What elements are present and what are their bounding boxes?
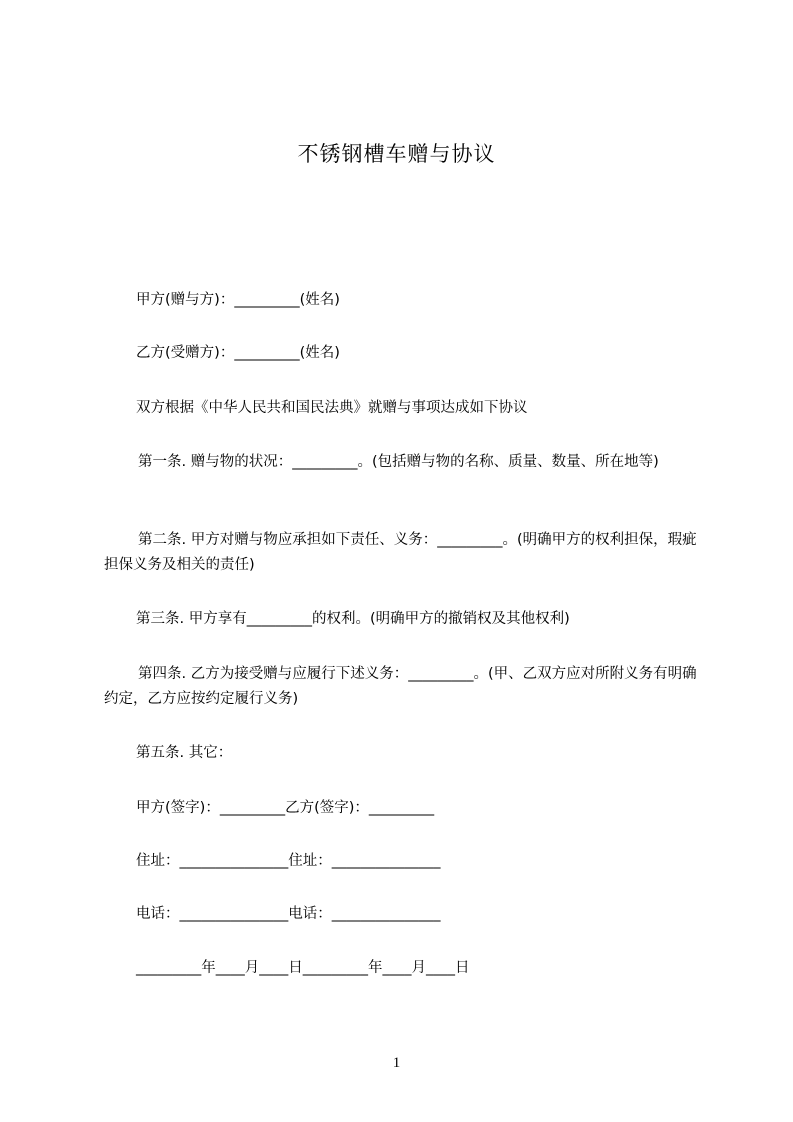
clause-4: 第四条. 乙方为接受赠与应履行下述义务：_________。(甲、乙双方应对所附义务有明确约定，乙方应按约定履行义务) <box>104 666 697 707</box>
page-number: 1 <box>392 1055 401 1071</box>
clause-2: 第二条. 甲方对赠与物应承担如下责任、义务：_________。(明确甲方的权利担保，瑕疵担保义务及相关的责任) <box>104 532 697 573</box>
address-line: 住址：_______________住址：_______________ <box>136 853 441 869</box>
date-line: _________年____月____日_________年____月____日 <box>136 960 470 976</box>
clause-3: 第三条. 甲方享有_________的权利。(明确甲方的撤销权及其他权利) <box>136 611 570 627</box>
phone-line: 电话：_______________电话：_______________ <box>136 906 441 922</box>
document-title: 不锈钢槽车赠与协议 <box>297 142 496 166</box>
signature-line: 甲方(签字)：_________乙方(签字)：_________ <box>136 800 435 816</box>
clause-1: 第一条. 赠与物的状况：_________。(包括赠与物的名称、质量、数量、所在地等) <box>138 454 659 470</box>
party-a-line: 甲方(赠与方)：_________(姓名) <box>136 292 340 308</box>
party-b-line: 乙方(受赠方)：_________(姓名) <box>136 345 340 361</box>
clause-5: 第五条. 其它： <box>136 745 233 761</box>
preamble-text: 双方根据《中华人民共和国民法典》就赠与事项达成如下协议 <box>136 400 528 416</box>
